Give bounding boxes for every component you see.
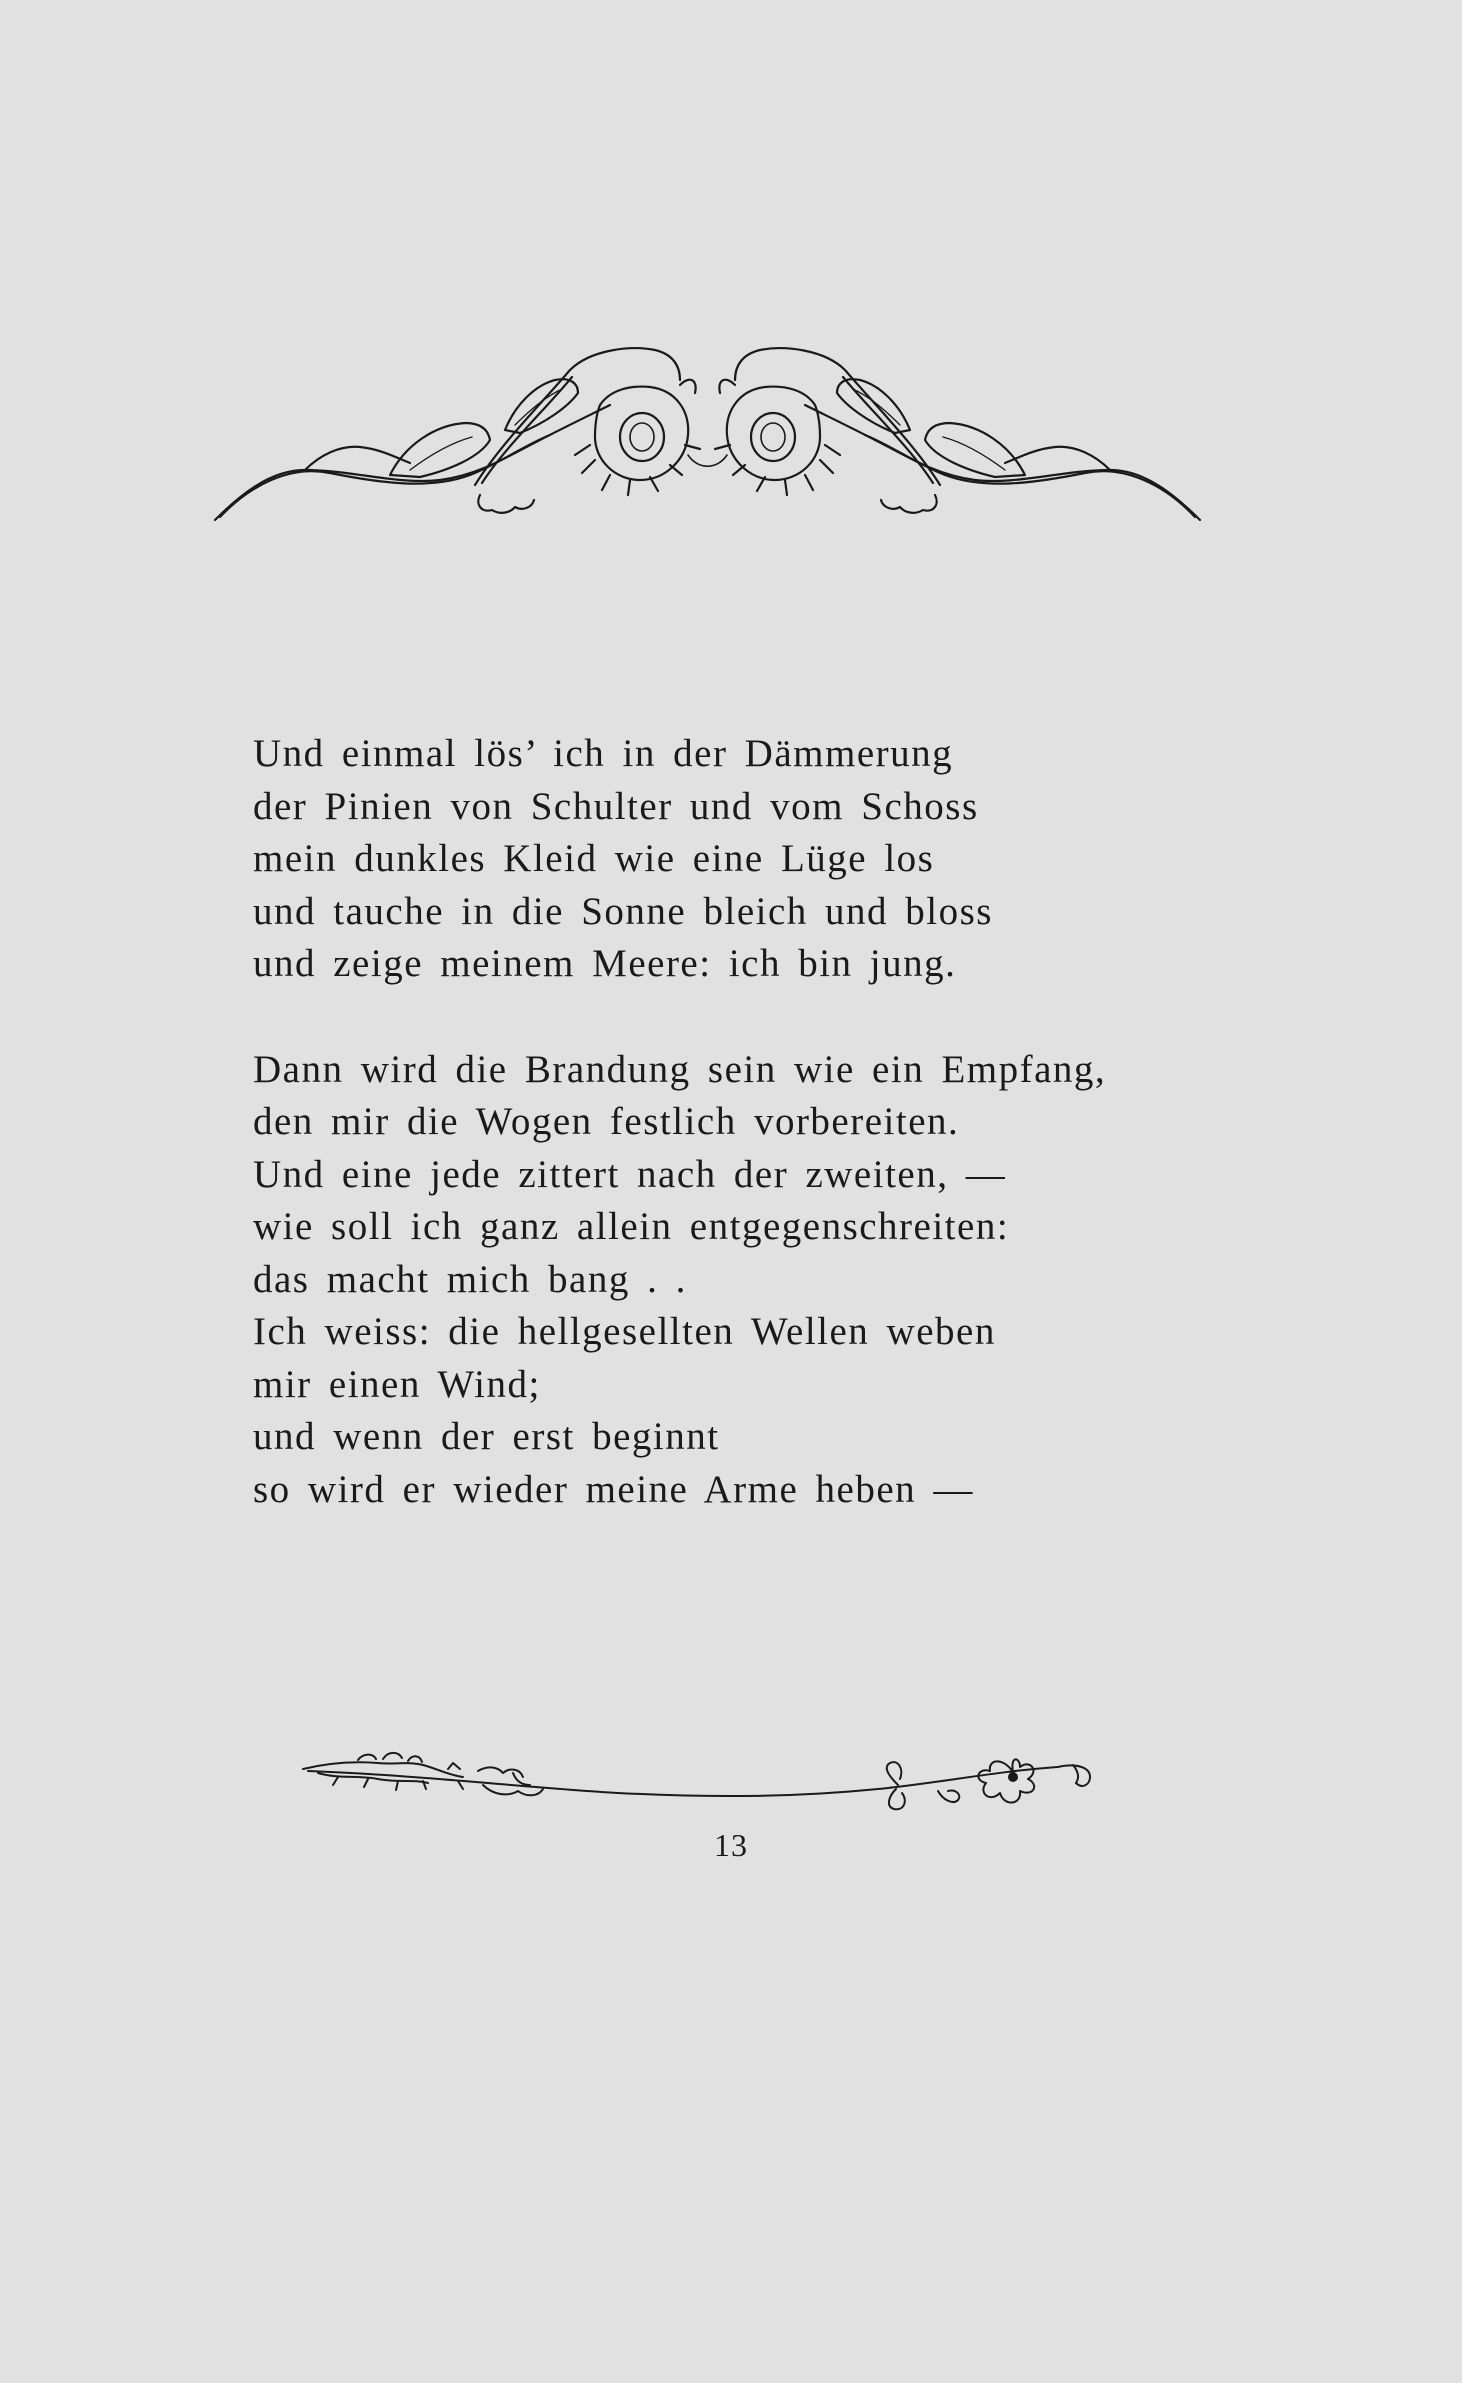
page-number: 13: [714, 1827, 748, 1863]
stanza-2: [253, 1044, 1253, 1517]
poem-line: und wenn der erst beginnt: [253, 1415, 720, 1458]
poem-line: Und eine jede zittert nach der zweiten, —: [253, 1152, 1007, 1196]
poem-line: Und einmal lös’ ich in der Dämmerung: [253, 732, 954, 775]
poem-text: [253, 728, 1253, 1516]
poem-line: mein dunkles Kleid wie eine Lüge los: [253, 837, 935, 880]
poem-line: das macht mich bang . .: [253, 1257, 687, 1301]
poem-line: und tauche in die Sonne bleich und bloss: [253, 889, 993, 933]
floral-tailpiece-ornament: [298, 1745, 1118, 1820]
floral-headpiece-ornament: [210, 345, 1205, 525]
poem-line: so wird er wieder meine Arme heben —: [253, 1467, 974, 1511]
poem-line: mir einen Wind;: [253, 1362, 541, 1406]
poem-line: wie soll ich ganz allein entgegenschreiten:: [253, 1205, 1010, 1248]
poem-line: und zeige meinem Meere: ich bin jung.: [253, 942, 957, 985]
poem-line: Ich weiss: die hellgesellten Wellen weben: [253, 1310, 996, 1353]
poem-line: Dann wird die Brandung sein wie ein Empfang,: [253, 1047, 1107, 1091]
poem-line: den mir die Wogen festlich vorbereiten.: [253, 1100, 960, 1143]
stanza-1: [253, 728, 1253, 991]
poem-line: der Pinien von Schulter und vom Schoss: [253, 784, 979, 828]
